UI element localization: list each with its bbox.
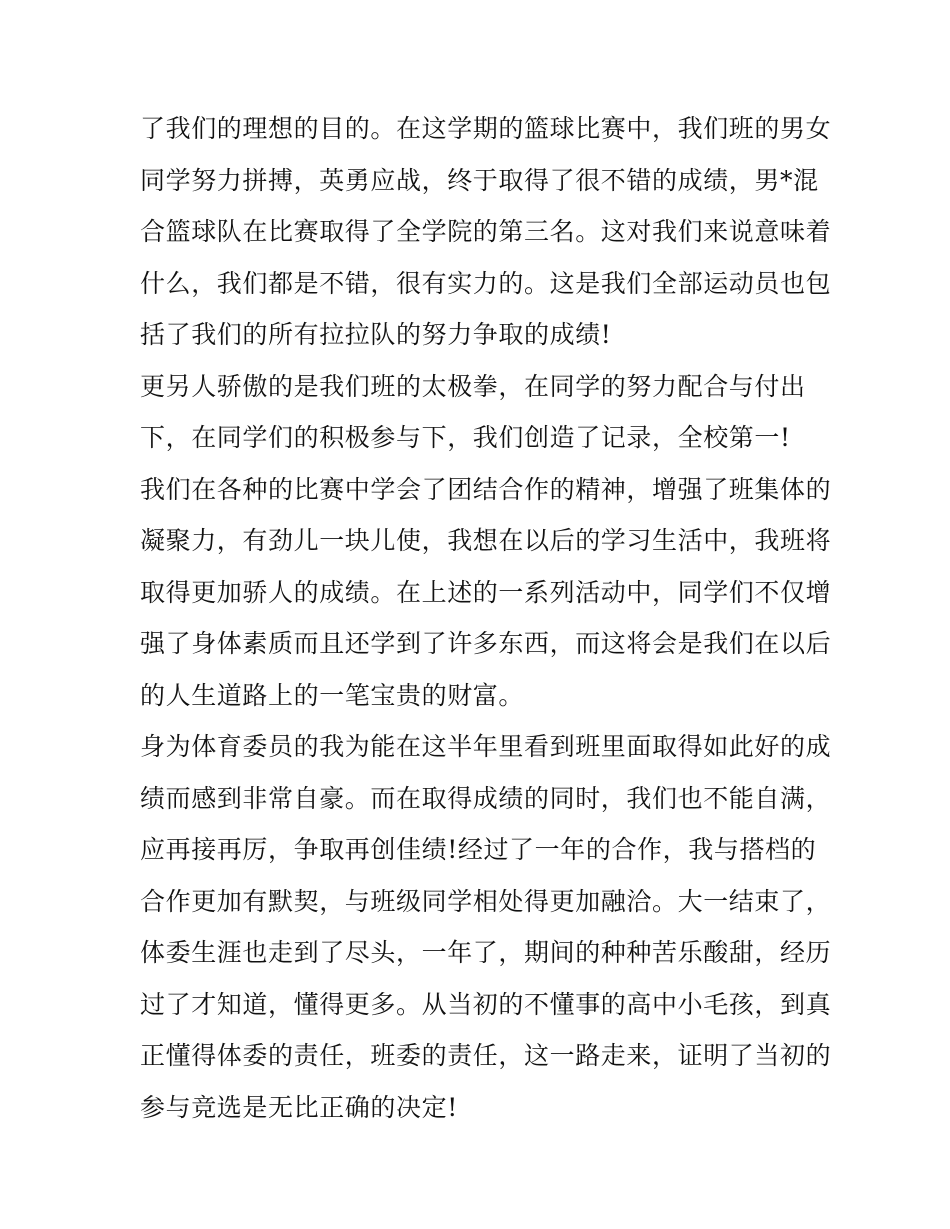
text-line: 我们在各种的比赛中学会了团结合作的精神，增强了班集体的 <box>140 474 832 504</box>
text-line: 参与竞选是无比正确的决定! <box>140 1092 458 1122</box>
text-line: 了我们的理想的目的。在这学期的篮球比赛中，我们班的男女 <box>140 114 832 143</box>
text-line: 更另人骄傲的是我们班的太极拳，在同学的努力配合与付出 <box>140 371 806 401</box>
text-line: 应再接再厉，争取再创佳绩!经过了一年的合作，我与搭档的 <box>140 835 817 864</box>
text-line: 括了我们的所有拉拉队的努力争取的成绩! <box>140 320 612 349</box>
text-line: 身为体育委员的我为能在这半年里看到班里面取得如此好的成 <box>140 732 832 761</box>
text-line: 取得更加骄人的成绩。在上述的一系列活动中，同学们不仅增 <box>140 577 832 607</box>
text-line: 合作更加有默契，与班级同学相处得更加融洽。大一结束了， <box>140 886 832 916</box>
text-line: 同学努力拼搏，英勇应战，终于取得了很不错的成绩，男*混 <box>140 165 819 195</box>
text-line: 体委生涯也走到了尽头，一年了，期间的种种苦乐酸甜，经历 <box>140 938 832 967</box>
text-line: 的人生道路上的一笔宝贵的财富。 <box>140 680 525 710</box>
document-body <box>140 103 832 1133</box>
text-line: 强了身体素质而且还学到了许多东西，而这将会是我们在以后 <box>140 629 832 658</box>
text-line: 过了才知道，懂得更多。从当初的不懂事的高中小毛孩，到真 <box>140 989 832 1019</box>
text-line: 合篮球队在比赛取得了全学院的第三名。这对我们来说意味着 <box>140 217 832 246</box>
text-line: 下，在同学们的积极参与下，我们创造了记录，全校第一! <box>140 423 791 452</box>
text-line: 绩而感到非常自豪。而在取得成绩的同时，我们也不能自满， <box>140 783 832 813</box>
text-line: 正懂得体委的责任，班委的责任，这一路走来，证明了当初的 <box>140 1041 832 1070</box>
text-line: 什么，我们都是不错，很有实力的。这是我们全部运动员也包 <box>140 268 832 298</box>
text-line: 凝聚力，有劲儿一块儿使，我想在以后的学习生活中，我班将 <box>140 526 832 555</box>
